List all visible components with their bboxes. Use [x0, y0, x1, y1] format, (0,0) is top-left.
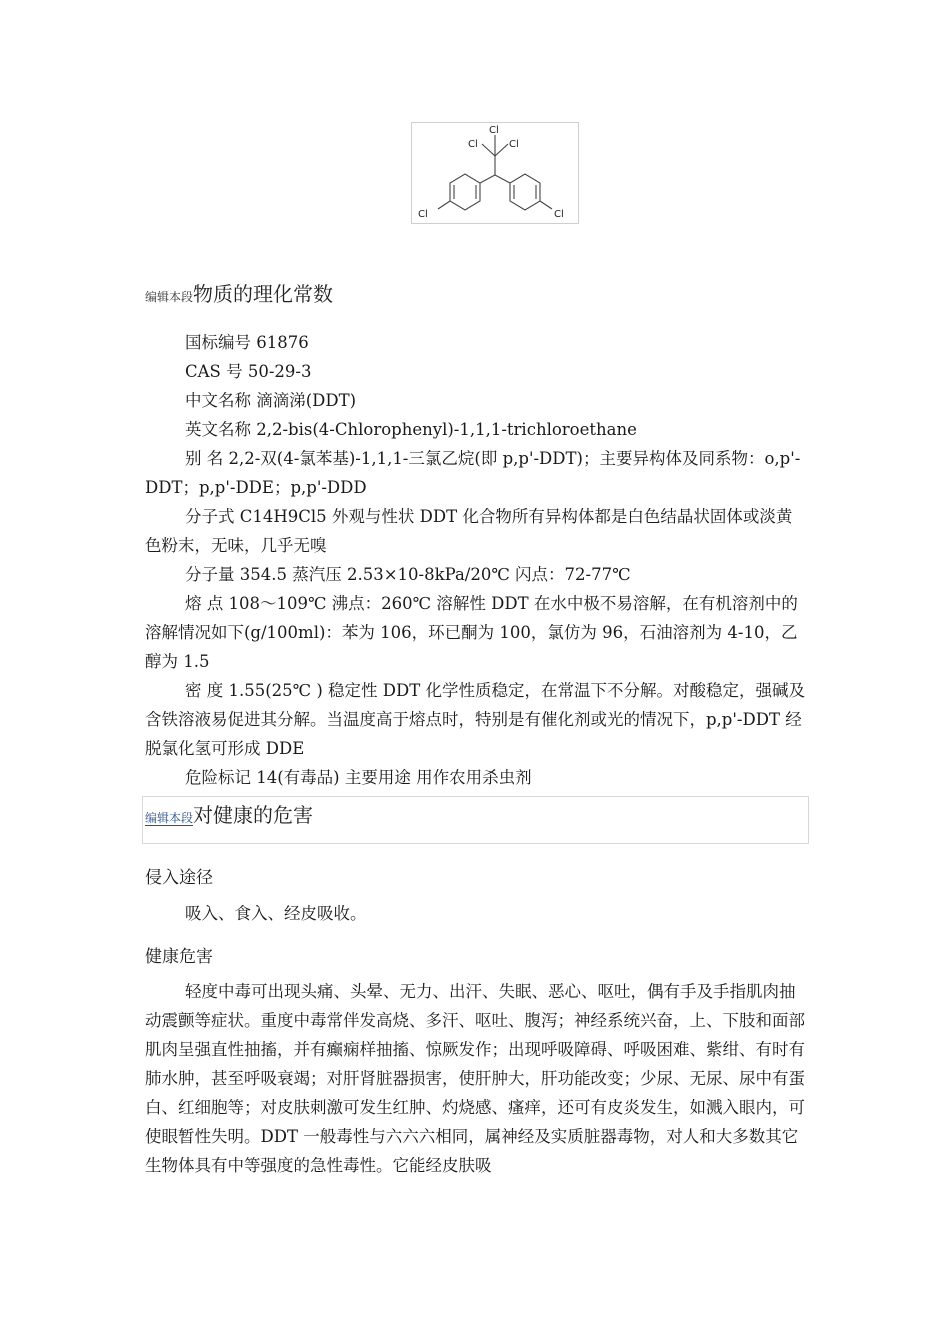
property-line: CAS 号 50-29-3	[185, 362, 312, 381]
atom-label-cl-left-ring: Cl	[418, 209, 428, 220]
property-line: 别 名 2,2-双(4-氯苯基)-1,1,1-三氯乙烷(即 p,p'-DDT)；主要异构体及同系物：o,p'-DDT；p,p'-DDE；p,p'-DDD	[145, 449, 801, 497]
edit-section-link[interactable]: 编辑本段	[145, 811, 194, 825]
ddt-structure-diagram	[412, 123, 578, 223]
ddt-structure-figure	[411, 122, 579, 224]
property-line: 英文名称 2,2-bis(4-Chlorophenyl)-1,1,1-trichloroethane	[185, 420, 637, 439]
atom-label-cl-right: Cl	[509, 139, 519, 150]
subheading-route: 侵入途径	[145, 868, 213, 888]
route-text: 吸入、食入、经皮吸收。	[185, 904, 367, 923]
section-title: 物质的理化常数	[193, 282, 334, 306]
edit-section-link[interactable]: 编辑本段	[145, 290, 194, 304]
atom-label-cl-top: Cl	[489, 125, 499, 136]
property-line: 危险标记 14(有毒品) 主要用途 用作农用杀虫剂	[185, 768, 532, 787]
hazard-text: 轻度中毒可出现头痛、头晕、无力、出汗、失眠、恶心、呕吐，偶有手及手指肌肉抽动震颤等症状。重度中毒常伴发高烧、多汗、呕吐、腹泻；神经系统兴奋，上、下肢和面部肌肉呈强直性抽搐，并有癫痫样抽搐、惊厥发作；出现呼吸障碍、呼吸困难、紫绀、有时有肺水肿，甚至呼吸衰竭；对肝肾脏器损害，使肝肿大，肝功能改变；少尿、无尿、尿中有蛋白、红细胞等；对皮肤刺激可发生红肿、灼烧感、瘙痒，还可有皮炎发生，如溅入眼内，可使眼暂性失明。DDT 一般毒性与六六六相同，属神经及实质脏器毒物，对人和大多数其它生物体具有中等强度的急性毒性。它能经皮肤吸	[145, 982, 805, 1175]
property-line: 中文名称 滴滴涕(DDT)	[185, 391, 357, 410]
atom-label-cl-left: Cl	[468, 139, 478, 150]
property-line: 国标编号 61876	[185, 333, 309, 352]
atom-label-cl-right-ring: Cl	[554, 209, 564, 220]
subheading-hazard: 健康危害	[145, 947, 213, 967]
section-heading-health	[145, 799, 313, 828]
property-line: 分子量 354.5 蒸汽压 2.53×10-8kPa/20℃ 闪点：72-77℃	[185, 565, 631, 584]
section-heading-properties	[145, 278, 333, 307]
property-line: 密 度 1.55(25℃ ) 稳定性 DDT 化学性质稳定，在常温下不分解。对酸稳定，强碱及含铁溶液易促进其分解。当温度高于熔点时，特别是有催化剂或光的情况下，p,p'-DDT 经脱氯化氢可形成 DDE	[145, 681, 805, 758]
section-title: 对健康的危害	[193, 803, 314, 827]
property-line: 熔 点 108～109℃ 沸点：260℃ 溶解性 DDT 在水中极不易溶解，在有机溶剂中的溶解情况如下(g/100ml)：苯为 106，环已酮为 100，氯仿为 96，石油溶剂为 4-10，乙醇为 1.5	[145, 594, 798, 671]
property-line: 分子式 C14H9Cl5 外观与性状 DDT 化合物所有异构体都是白色结晶状固体或淡黄色粉末，无味，几乎无嗅	[145, 507, 793, 555]
